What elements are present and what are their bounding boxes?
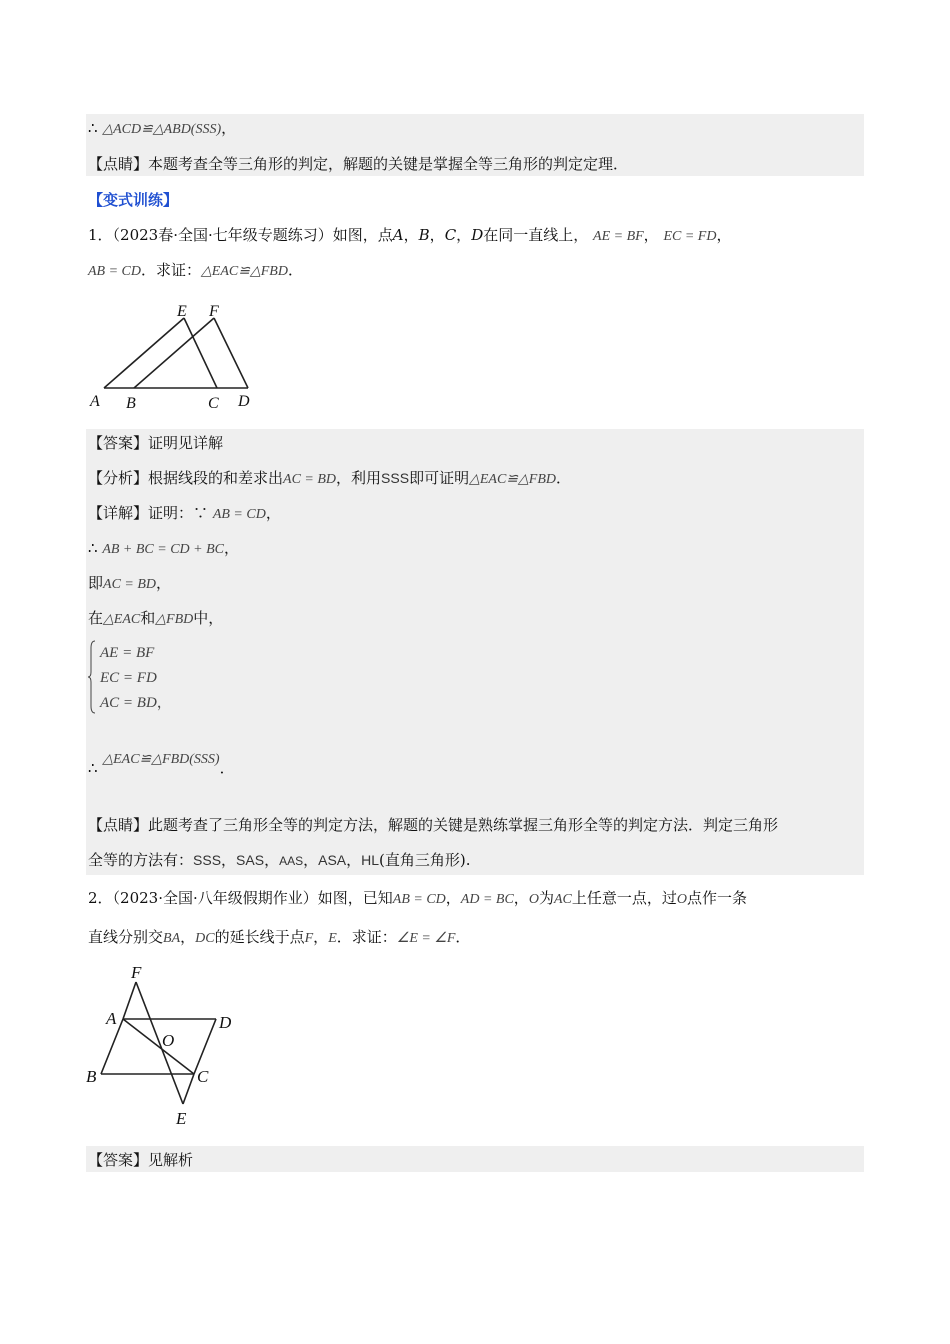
q2-stem-line1: 2．（2023·全国·八年级假期作业）如图，已知AB = CD，AD = BC，O为AC上任意一点，过O点作一条	[88, 889, 747, 907]
fig1-label-f: F	[209, 303, 219, 320]
system-eq-3: AC = BD，	[100, 695, 172, 711]
fig2-label-c: C	[197, 1067, 209, 1086]
section-title: 【变式训练】	[88, 191, 179, 209]
fig2-label-e: E	[176, 1109, 187, 1128]
prev-conclusion-math: △ACD≌△ABD(SSS)	[102, 122, 222, 137]
fig2-segment-ac	[123, 1019, 194, 1074]
dianjing-text: 本题考查全等三角形的判定，解题的关键是掌握全等三角形的判定定理．	[148, 155, 629, 173]
fig1-label-e: E	[177, 303, 187, 320]
therefore-symbol: ∴	[88, 759, 98, 777]
fig2-label-o: O	[162, 1031, 175, 1050]
fig2-label-d: D	[219, 1013, 232, 1032]
q1-source: （2023春·全国·七年级专题练习）	[112, 226, 333, 244]
fig2-segment-fa	[123, 982, 136, 1019]
fig1-segment-ae	[104, 318, 184, 388]
q1-answer-line: 【答案】证明见详解	[88, 434, 224, 452]
q1-dianjing-line2: 全等的方法有：SSS，SAS，AAS，ASA，HL(直角三角形).	[88, 851, 471, 869]
q1-stem-line2: AB = CD．求证：△EAC≌△FBD．	[88, 261, 303, 279]
q1-step3-line: 即AC = BD，	[88, 574, 172, 592]
q1-step2-line: ∴ AB + BC = CD + BC，	[88, 539, 240, 557]
q1-cond-ec-fd: EC = FD	[663, 229, 717, 244]
fig1-segment-fd	[214, 318, 248, 388]
fig2-label-a: A	[106, 1009, 117, 1028]
q1-analysis-line: 【分析】根据线段的和差求出AC = BD，利用SSS即可证明△EAC≌△FBD．	[88, 469, 572, 487]
fig2-label-b: B	[86, 1067, 97, 1086]
q1-detail-line: 【详解】证明：∵ AB = CD，	[88, 504, 281, 522]
q2-source: （2023·全国·八年级假期作业）	[112, 889, 318, 907]
q1-stem-line1: 1．（2023春·全国·七年级专题练习）如图，点A，B，C，D在同一直线上， AE = BF， EC = FD，	[88, 226, 732, 244]
q1-figure	[86, 298, 266, 414]
q1-final-line: ∴ △EAC≌△FBD(SSS)．	[88, 752, 235, 777]
q2-figure	[86, 962, 246, 1134]
therefore-symbol: ∴	[88, 539, 98, 557]
dianjing-tag: 【点睛】	[88, 816, 149, 834]
answer-tag: 【答案】	[88, 434, 149, 452]
detail-tag: 【详解】	[88, 504, 149, 522]
answer-tag: 【答案】	[88, 1151, 149, 1169]
brace-icon	[88, 640, 96, 714]
q1-step4-line: 在△EAC和△FBD中，	[88, 609, 224, 627]
q1-cond-ae-bf: AE = BF	[593, 229, 644, 244]
q1-goal: △EAC≌△FBD	[201, 264, 288, 279]
fig2-segment-fe	[136, 982, 183, 1104]
system-eq-1: AE = BF	[100, 645, 155, 661]
prev-conclusion-line: ∴ △ACD≌△ABD(SSS)，	[88, 119, 237, 137]
q2-stem-line2: 直线分别交BA，DC的延长线于点F，E．求证：∠E = ∠F．	[88, 928, 471, 946]
fig1-segment-bf	[134, 318, 214, 388]
because-symbol: ∵	[193, 504, 209, 522]
q1-equation-system	[88, 640, 288, 718]
q1-cond-ab-cd: AB = CD	[88, 264, 141, 279]
fig1-label-b: B	[126, 395, 136, 412]
therefore-symbol: ∴	[88, 119, 98, 137]
fig2-segment-dc	[194, 1019, 216, 1074]
q2-answer-block	[86, 1146, 864, 1172]
fig1-label-c: C	[208, 395, 219, 412]
system-eq-2: EC = FD	[100, 670, 157, 686]
prev-dianjing-line	[88, 154, 628, 174]
fig1-label-d: D	[238, 393, 250, 410]
q2-answer-line: 【答案】见解析	[88, 1151, 194, 1169]
fig2-segment-ce	[183, 1074, 194, 1104]
dianjing-tag: 【点睛】	[88, 155, 149, 173]
q1-dianjing-line1: 【点睛】此题考查了三角形全等的判定方法，解题的关键是熟练掌握三角形全等的判定方法．判定三角形	[88, 816, 779, 834]
fig1-segment-ec	[184, 318, 217, 388]
fig2-label-f: F	[131, 963, 142, 982]
analysis-tag: 【分析】	[88, 469, 149, 487]
fig1-label-a: A	[90, 393, 100, 410]
